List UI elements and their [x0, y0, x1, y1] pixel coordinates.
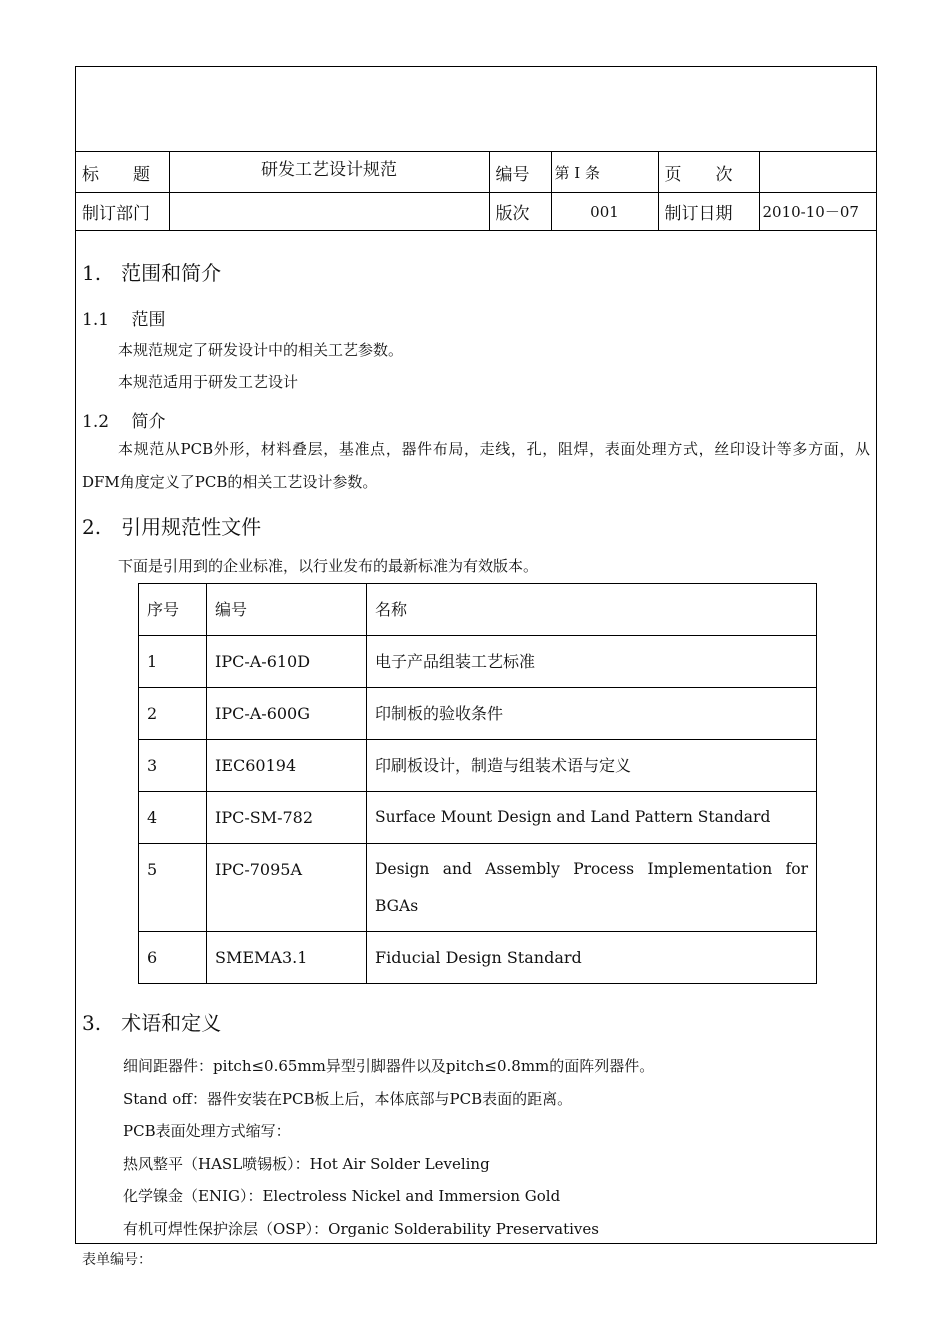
row-index: 5: [139, 844, 207, 932]
section3-heading: 3. 术语和定义: [82, 1011, 222, 1035]
date-label: 制订日期: [658, 193, 759, 231]
section2-heading: 2. 引用规范性文件: [82, 515, 262, 539]
form-number-label: 表单编号：: [82, 1252, 152, 1268]
table-row: [139, 932, 817, 984]
row-name: 印制板的验收条件: [367, 688, 817, 740]
col-header-name: 名称: [367, 584, 817, 636]
page-value: [759, 152, 876, 193]
section1-heading: 1. 范围和简介: [82, 261, 222, 285]
row-code: SMEMA3.1: [207, 932, 367, 984]
section2-intro: 下面是引用到的企业标准，以行业发布的最新标准为有效版本。: [118, 557, 539, 575]
version-value: 001: [551, 193, 658, 231]
table-row: [139, 636, 817, 688]
row-name: Design and Assembly Process Implementation for BGAs: [367, 844, 817, 932]
section1-2-text: 本规范从PCB外形，材料叠层，基准点，器件布局，走线，孔，阻焊，表面处理方式，丝印设计等多方面，从DFM角度定义了PCB的相关工艺设计参数。: [82, 440, 870, 491]
section1-1-line1: 本规范规定了研发设计中的相关工艺参数。: [118, 341, 404, 359]
row-code: IPC-A-610D: [207, 636, 367, 688]
section3-line: 化学镍金（ENIG）：Electroless Nickel and Immersion Gold: [123, 1187, 561, 1205]
number-label: 编号: [489, 152, 551, 193]
row-index: 2: [139, 688, 207, 740]
dept-label: 制订部门: [76, 193, 169, 231]
col-header-index: 序号: [139, 584, 207, 636]
header-table: [76, 67, 876, 231]
header-blank-row: [76, 67, 876, 152]
row-index: 4: [139, 792, 207, 844]
document-frame: [75, 66, 877, 1244]
section3-line: PCB表面处理方式缩写：: [123, 1122, 291, 1140]
row-code: IPC-A-600G: [207, 688, 367, 740]
section3-line: 热风整平（HASL喷锡板）：Hot Air Solder Leveling: [123, 1155, 490, 1173]
table-row: [139, 844, 817, 932]
row-code: IPC-7095A: [207, 844, 367, 932]
section1-2-heading: 1.2 简介: [82, 412, 166, 432]
section3-line: 有机可焊性保护涂层（OSP）：Organic Solderability Preservatives: [123, 1220, 599, 1238]
header-row-dept: [76, 193, 876, 231]
table-row: [139, 740, 817, 792]
row-index: 6: [139, 932, 207, 984]
reference-table: [138, 583, 817, 984]
title-value: 研发工艺设计规范: [169, 152, 489, 193]
col-header-code: 编号: [207, 584, 367, 636]
table-row: [139, 792, 817, 844]
section1-1-line2: 本规范适用于研发工艺设计: [118, 373, 299, 391]
section1-1-heading: 1.1 范围: [82, 310, 166, 330]
title-label: 标 题: [76, 152, 169, 193]
section3-line: 细间距器件：pitch≤0.65mm异型引脚器件以及pitch≤0.8mm的面阵列器件。: [123, 1057, 655, 1075]
row-index: 3: [139, 740, 207, 792]
date-value: 2010-10－07: [759, 193, 876, 231]
row-code: IPC-SM-782: [207, 792, 367, 844]
page-label: 页 次: [658, 152, 759, 193]
row-code: IEC60194: [207, 740, 367, 792]
version-label: 版次: [489, 193, 551, 231]
number-value: 第 I 条: [551, 152, 658, 193]
reference-table-header: [139, 584, 817, 636]
table-row: [139, 688, 817, 740]
row-name: 电子产品组装工艺标准: [367, 636, 817, 688]
row-name: Surface Mount Design and Land Pattern Standard: [367, 792, 817, 844]
header-row-title: [76, 152, 876, 193]
row-name: Fiducial Design Standard: [367, 932, 817, 984]
row-index: 1: [139, 636, 207, 688]
section3-line: Stand off：器件安装在PCB板上后，本体底部与PCB表面的距离。: [123, 1090, 573, 1108]
dept-value: [169, 193, 489, 231]
row-name: 印刷板设计，制造与组装术语与定义: [367, 740, 817, 792]
